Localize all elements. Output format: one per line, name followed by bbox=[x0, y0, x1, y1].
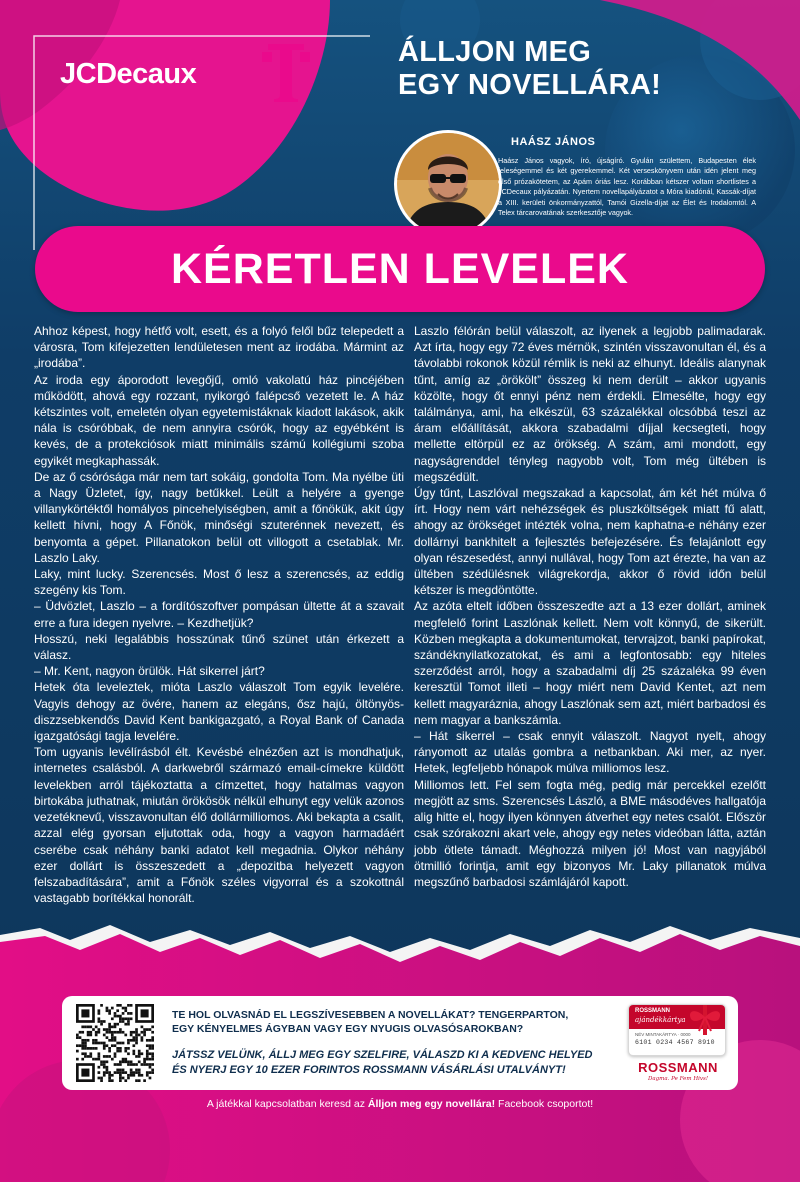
campaign-headline bbox=[398, 36, 661, 102]
facebook-group-name[interactable]: Álljon meg egy novellára! bbox=[367, 1098, 496, 1110]
jcdecaux-logo: JCDecaux bbox=[60, 58, 197, 90]
gift-card-holder-label: NÉV MINTAKÁRTYA · 0000 bbox=[635, 1032, 691, 1037]
story-right-column bbox=[414, 323, 766, 890]
story-title: KÉRETLEN LEVELEK bbox=[171, 244, 629, 293]
story-paragraph: De az ő csórósága már nem tart sokáig, gondolta Tom. Ma nyélbe üti a Nagy Üzletet, így, nagy betűkkel. Leült a helyére a gyenge villanykörtéktől homályos pincehelyiségben, amit a főnökük, akit úgy kellett hívni, hogy A Főnök, minőségi szuterénnek nevezett, és benyomta a gépet. Pillanatokon belül ott villogott a csetablak. Mr. Laszlo Laky. bbox=[34, 469, 404, 565]
story-paragraph: Az iroda egy áporodott levegőjű, omló vakolatú ház pincéjében működött, ahová egy rozzant, nyikorgó falépcső vezetett le. A ház kétszintes volt, emeletén olyan egyetemistáknak kiadott lakások, akik nála is csóróbbak, de nem annyira csórók, hogy az egyébként is kevés, de a protekciósok miatt minimális számú kollégiumi szoba egyikét megkaphassák. bbox=[34, 372, 404, 468]
ribbon-bow-icon bbox=[685, 1005, 725, 1035]
story-paragraph: – Üdvözlet, Laszlo – a fordítószoftver pompásan ültette át a szavait erre a fura idegen nyelvre. – Kezdhetjük? bbox=[34, 599, 404, 630]
telekom-t-logo bbox=[262, 44, 310, 102]
promo-question-line-1: TE HOL OLVASNÁD EL LEGSZÍVESEBBEN A NOVELLÁKAT? TENGERPARTON, bbox=[172, 1009, 569, 1021]
headline-line-1: ÁLLJON MEG bbox=[398, 36, 592, 68]
promo-cta-line-2: ÉS NYERJ EGY 10 EZER FORINTOS ROSSMANN VÁSÁRLÁSI UTALVÁNYT! bbox=[172, 1064, 566, 1076]
story-paragraph: – Hát sikerrel – csak ennyit válaszolt. Nagyot nyelt, ahogy rányomott az utalás gombra a netbankban. Aki mer, az nyer. Hetek, legfeljebb hónapok múlva milliomos lesz. bbox=[414, 729, 766, 776]
story-paragraph: Laszlo félórán belül válaszolt, az ilyenek a legjobb palimadarak. Azt írta, hogy egy 72 éves mérnök, szintén visszavonultan él, és a távolabbi rokonok közül rémlik is neki az elhunyt. Ideális alanynak tűnt, amíg az „örökölt” összeg ki nem derült – akkor ugyanis közölte, hogy őt ennyi pénz nem érdekli. Elmesélte, hogy egy találmánya, ami, ha elkészül, 63 százalékkal olcsóbbá teszi az áram előállítását, akkora szabadalmi díjjal kecsegteti, hogy mellette eltörpül ez az örökség. A szám, ami mondott, egy nagyságrenddel tényleg nagyobb volt, Tom még ültében is megszédült. bbox=[414, 324, 766, 484]
story-paragraph: Ahhoz képest, hogy hétfő volt, esett, és a folyó felől bűz telepedett a városra, Tom kifejezetten lendületesen ment az irodába. Mármint az „irodába”. bbox=[34, 324, 404, 371]
headline-line-2: EGY NOVELLÁRA! bbox=[398, 69, 662, 101]
story-left-column bbox=[34, 323, 404, 906]
story-paragraph: Laky, mint lucky. Szerencsés. Most ő lesz a szerencsés, az eddig szegény kis Tom. bbox=[34, 567, 404, 598]
footer-note-after: Facebook csoportot! bbox=[495, 1098, 594, 1110]
footer-note-before: A játékkal kapcsolatban keresd az bbox=[206, 1098, 368, 1110]
author-name: HAÁSZ JÁNOS bbox=[511, 136, 596, 148]
promo-question-line-2: EGY KÉNYELMES ÁGYBAN VAGY EGY NYUGIS OLVASÓSAROKBAN? bbox=[172, 1023, 524, 1035]
promo-question bbox=[172, 1008, 612, 1036]
story-paragraph: Úgy tűnt, Laszlóval megszakad a kapcsolat, ám két hét múlva ő írt. Hogy nem várt nehézségek és pluszköltségek miatt fű alatt, ahogy az örökséget intézték volna, nem kaphatna-e néhány ezer dollárnyi bankhitelt a fejlesztés befejezésére. És felajánlott egy olyan részesedést, annyi nullával, hogy Tom azt érezte, ha van az ültében szédülésnek világrekordja, akkor ő rövid időn belül kétszer is megdöntötte. bbox=[414, 486, 766, 598]
footer-note bbox=[0, 1098, 800, 1110]
story-paragraph: Az azóta eltelt időben összeszedte azt a 13 ezer dollárt, aminek megfelelő forint Laszlónak kellett. Nem volt könnyű, de sikerült. Közben megkapta a dokumentumokat, tervrajzot, banki papírokat, szándéknyilatkozatokat, és ami a legfontosabb: egy hiteles szerződést arról, hogy a szabadalmi díj 25 százaléka 99 éven keresztül Tomot illeti – hogy miért nem David Kentet, azt nem kellett magyaráznia, ahogy Laszlónak sem azt, miért barbadosi és nem magyar a bankszámla. bbox=[414, 599, 766, 727]
promo-call-to-action bbox=[172, 1048, 612, 1078]
story-paragraph: – Mr. Kent, nagyon örülök. Hát sikerrel járt? bbox=[34, 664, 265, 679]
gift-card-title: ajándékkártya bbox=[635, 1016, 686, 1024]
story-paragraph: Tom ugyanis levélírásból élt. Kevésbé elnézően azt is mondhatjuk, internetes csalásból. A darkwebről származó email-címekre küldött levelekben arról tájékoztatta a címzettet, hogy hatalmas vagyon birtokába juthatnak, miután örökösök nélkül elhunyt egy velük azonos vezetéknevű, visszavonultan élő dollármilliomos. Aki bekapta a csalit, azzal elég gyorsan eljutottak oda, hogy a vagyon harmadáért cserébe csak néhány banki adatot kell megadnia. Olykor néhány ezer dollárt is összeszedett a „depozitba helyezett vagyon felszabadítására”, amit a Főnök széles vigyorral és a szokottnál vastagabb borítékkal honorált. bbox=[34, 745, 404, 906]
gift-card-image bbox=[628, 1004, 726, 1056]
gift-card-number: 6101 0234 4567 8910 bbox=[635, 1039, 715, 1046]
story-paragraph: Milliomos lett. Fel sem fogta még, pedig már percekkel ezelőtt megjött az sms. Szerencsés László, a BME másodéves hallgatója alig hitte el, hogy ilyen könnyen átverhet egy netes csalót. Először csak szórakozni akart vele, ahogy egy netes videóban látta, aztán jobb ötlete támadt. Méghozzá milyen jó! Most van nagyjából ötmillió forintja, amit egy bizonyos Mr. Laky pillanatok múlva megszűnő barbadosi számlájáról kapott. bbox=[414, 777, 766, 889]
story-paragraph: Hosszú, neki legalábbis hosszúnak tűnő szünet után érkezett a válasz. bbox=[34, 631, 404, 663]
author-photo bbox=[394, 130, 502, 238]
story-paragraph: Hetek óta leveleztek, mióta Laszlo válaszolt Tom egyik levelére. Vagyis dehogy az övére, hanem az elegáns, ősz hajú, öltönyös-diszzsebkendős David Kent bankigazgató, a Royal Bank of Canada igazgatósági tagja levelére. bbox=[34, 680, 404, 744]
story-title-bar bbox=[35, 226, 765, 312]
gift-card-brand: ROSSMANN bbox=[635, 1008, 671, 1014]
promo-box bbox=[62, 996, 738, 1090]
rossmann-slogan: Dagma. Pe Fem Hivs! bbox=[647, 1076, 709, 1082]
qr-code[interactable] bbox=[76, 1004, 154, 1082]
promo-cta-line-1: JÁTSSZ VELÜNK, ÁLLJ MEG EGY SZELFIRE, VÁLASZD KI A KEDVENC HELYED bbox=[172, 1049, 593, 1061]
author-bio: Haász János vagyok, író, újságíró. Gyulán születtem, Budapesten élek feleségemmel és két gyerekemmel. Két verseskönyvem után idén jelent meg első prózakötetem, az Apám óriás lesz. Korábban kétszer voltam shortlistes a JCDecaux pályázatán. Nyertem novellapályázatot a Móra kiadónál, Kassák-díjat a XIII. kerületi önkormányzattól, Tamói Gizella-díjat az Élet és Irodalomtól. A Telex tárcarovatának szerkesztője vagyok. bbox=[498, 156, 756, 218]
rossmann-logo: ROSSMANN bbox=[638, 1060, 718, 1075]
